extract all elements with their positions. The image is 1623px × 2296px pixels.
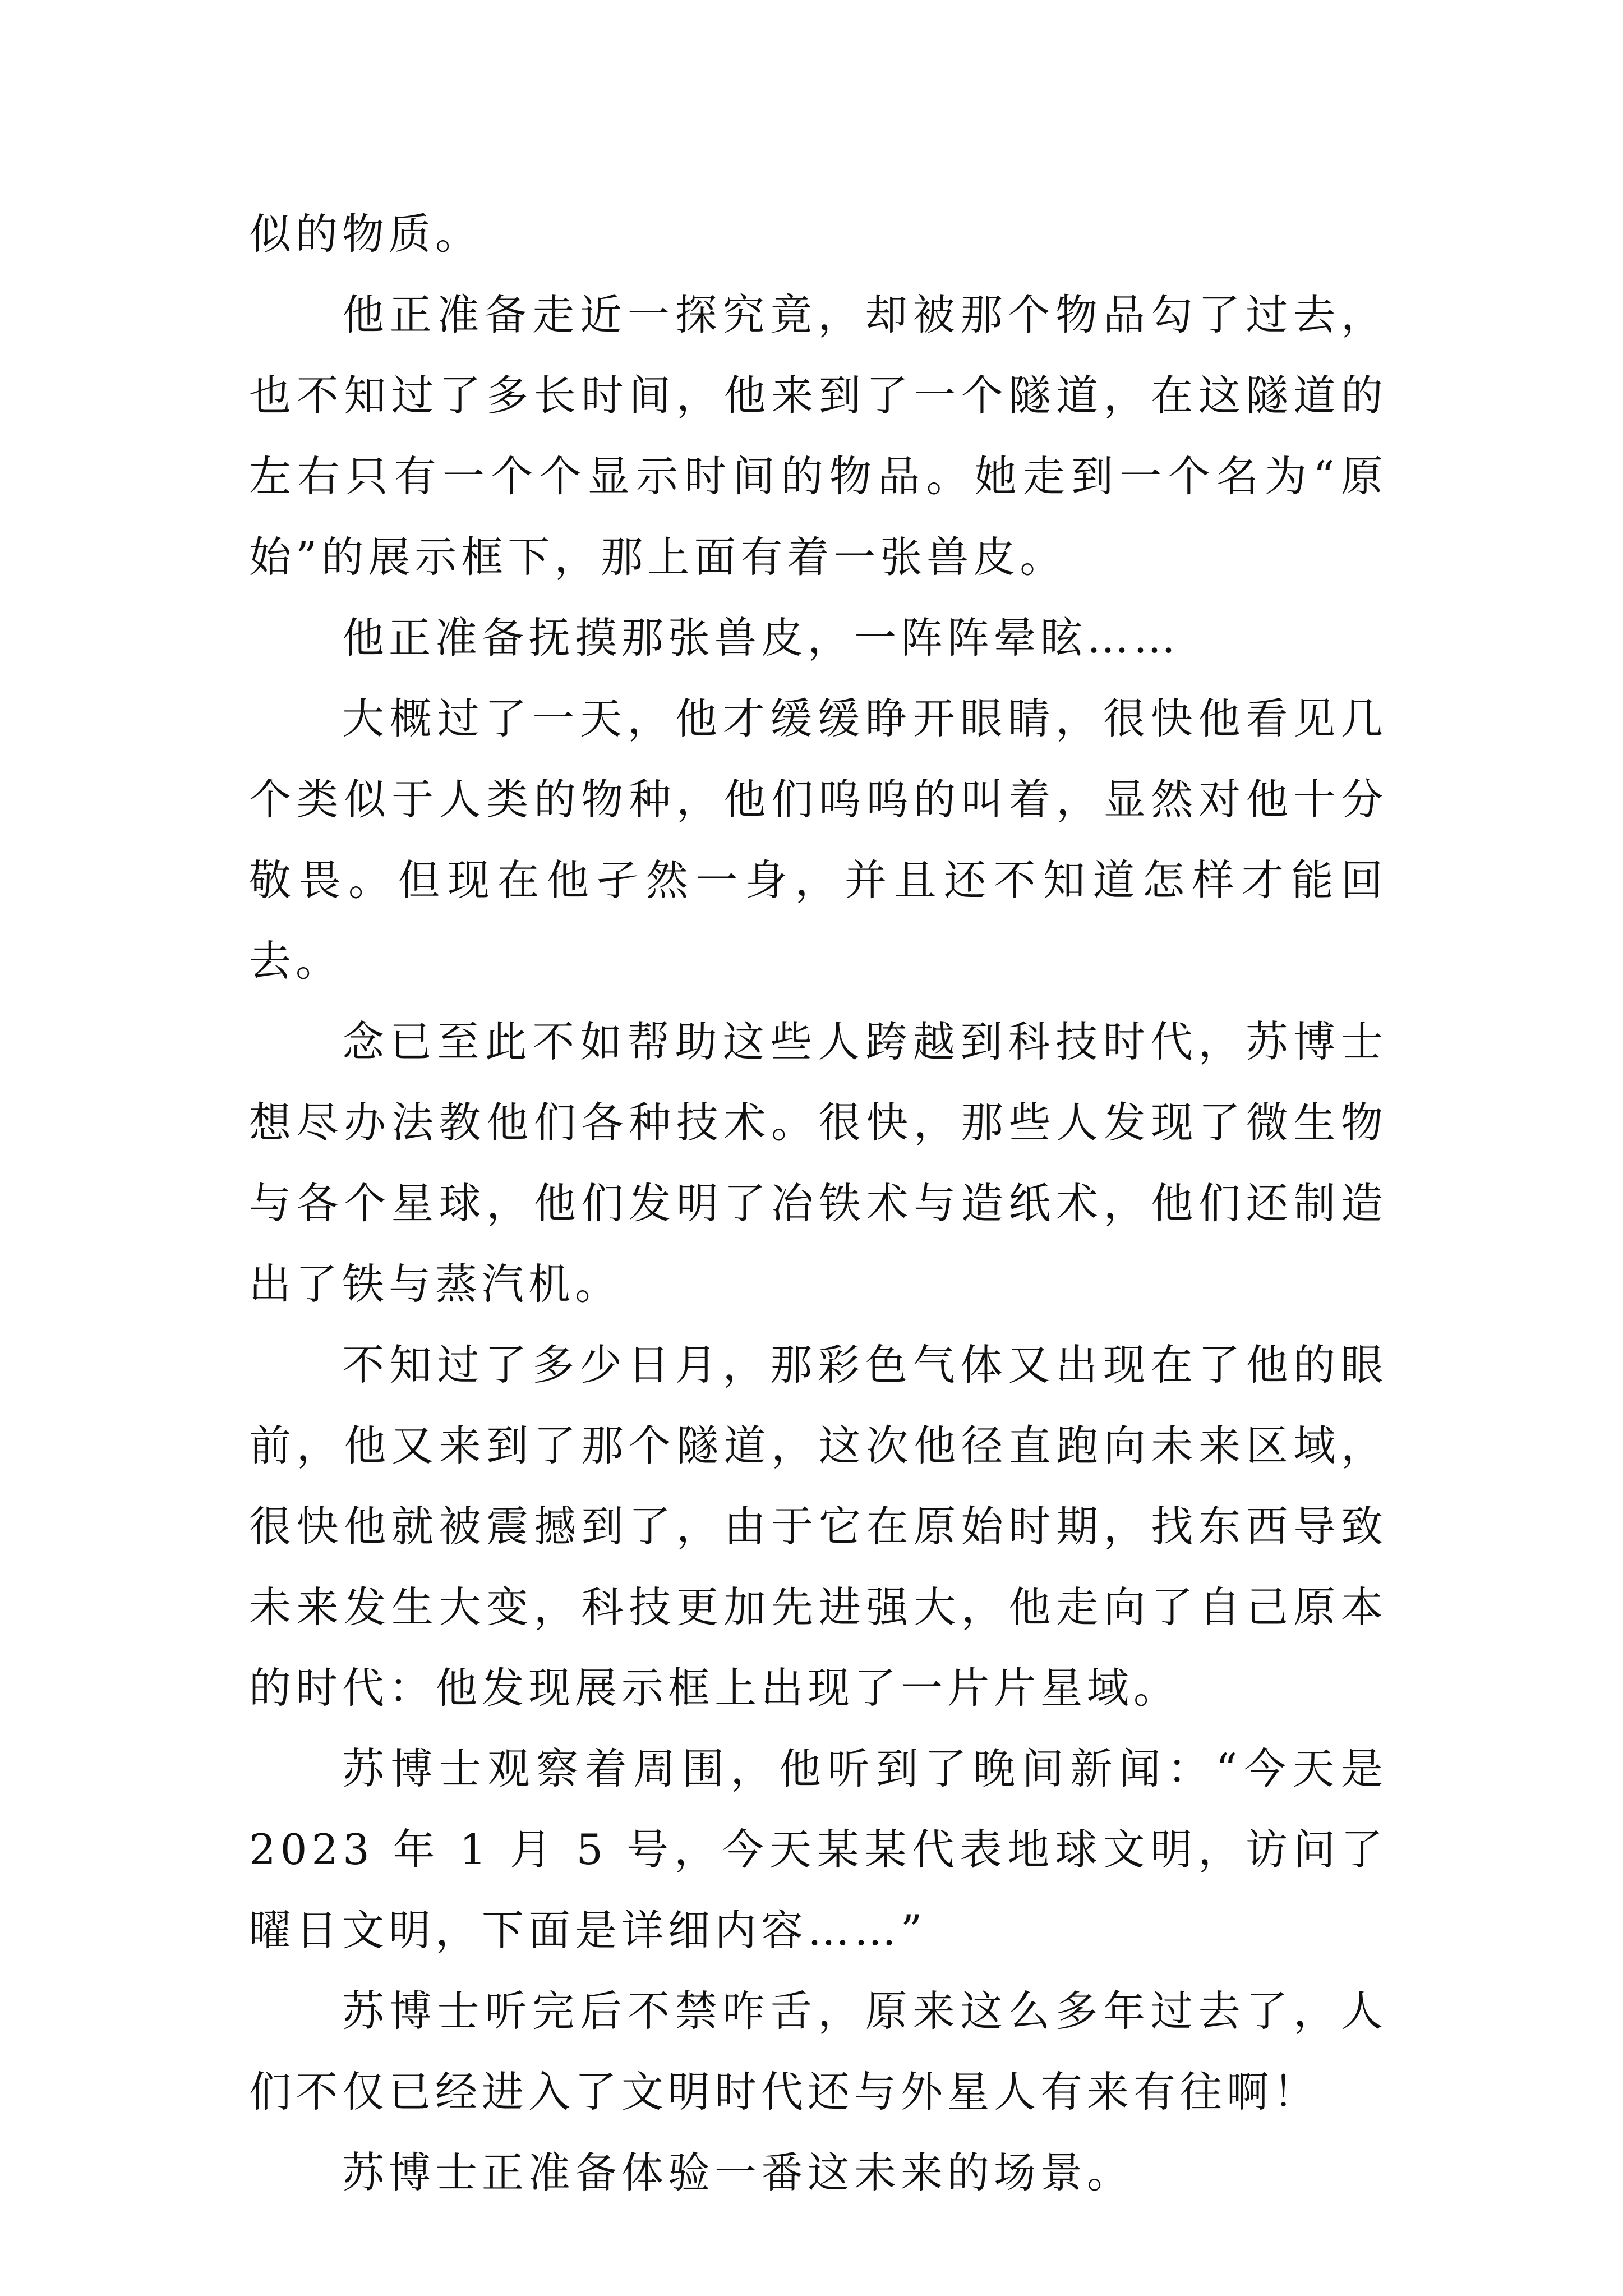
body-text [249, 194, 1405, 2213]
paragraph: 苏博士听完后不禁咋舌，原来这么多年过去了，人们不仅已经进入了文明时代还与外星人有来有往啊！ [249, 1986, 1387, 2116]
paragraph: 苏博士正准备体验一番这未来的场景。 [342, 2148, 1134, 2197]
paragraph: 不知过了多少日月，那彩色气体又出现在了他的眼前，他又来到了那个隧道，这次他径直跑向未来区域，很快他就被震撼到了，由于它在原始时期，找东西导致未来发生大变，科技更加先进强大，他走向了自己原本的时代：他发现展示框上出现了一片片星域。 [249, 1340, 1387, 1713]
paragraph-continuation: 似的物质。 [249, 209, 482, 259]
paragraph: 他正准备走近一探究竟，却被那个物品勾了过去，也不知过了多长时间，他来到了一个隧道，在这隧道的左右只有一个个显示时间的物品。她走到一个名为“原始”的展示框下，那上面有着一张兽皮。 [249, 290, 1387, 582]
paragraph: 大概过了一天，他才缓缓睁开眼睛，很快他看见几个类似于人类的物种，他们呜呜的叫着，显然对他十分敬畏。但现在他孑然一身，并且还不知道怎样才能回去。 [249, 694, 1387, 986]
paragraph: 苏博士观察着周围，他听到了晚间新闻：“今天是 2023 年 1 月 5 号，今天某某代表地球文明，访问了曜日文明，下面是详细内容……” [249, 1744, 1405, 1955]
paragraph: 念已至此不如帮助这些人跨越到科技时代，苏博士想尽办法教他们各种技术。很快，那些人发现了微生物与各个星球，他们发明了冶铁术与造纸术，他们还制造出了铁与蒸汽机。 [249, 1017, 1387, 1309]
paragraph: 他正准备抚摸那张兽皮，一阵阵晕眩…… [342, 613, 1181, 662]
